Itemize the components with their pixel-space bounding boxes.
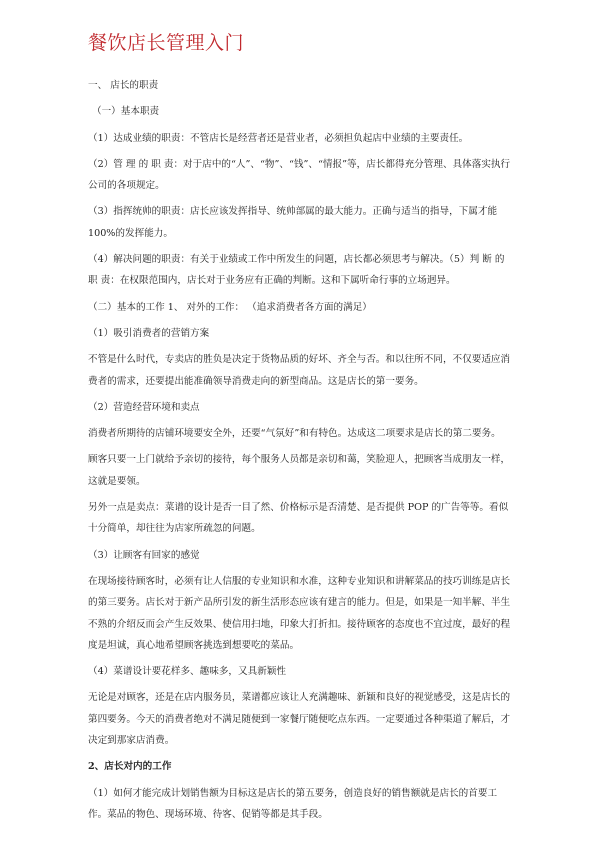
paragraph: 不管是什么时代，专卖店的胜负是决定于货物品质的好坏、齐全与否。和以往所不同，不仅要适应消费者的需求，还要提出能准确领导消费走向的新型商品。这是店长的第一要务。 bbox=[88, 354, 511, 387]
paragraph: （2）管 理 的 职 责：对于店中的“人”、“物”、“钱”、“情报”等，店长都得充分管理、具体落实执行公司的各项规定。 bbox=[88, 158, 511, 192]
document-title: 餐饮店长管理入门 bbox=[88, 32, 245, 54]
paragraph: 另外一点是卖点：菜谱的设计是否一目了然、价格标示是否清楚、是否提供 POP 的广告等等。看似十分简单，却往往为店家所疏忽的问题。 bbox=[88, 502, 509, 535]
document-body bbox=[88, 75, 512, 825]
item-heading: （3）让顾客有回家的感觉 bbox=[88, 549, 200, 561]
section-heading: 一、 店长的职责 bbox=[88, 80, 159, 91]
item-heading: （2）营造经营环境和卖点 bbox=[88, 401, 200, 413]
paragraph: 无论是对顾客，还是在店内服务员，菜谱都应该让人充满趣味、新颖和良好的视觉感受，这是店长的第四要务。今天的消费者绝对不满足随便到一家餐厅随便吃点东西。一定要通过各种渠道了解后，才决定到那家店消费。 bbox=[88, 692, 511, 747]
paragraph: （1）达成业绩的职责：不管店长是经营者还是营业者，必须担负起店中业绩的主要责任。 bbox=[88, 132, 469, 144]
paragraph: 顾客只要一上门就给予亲切的接待，每个服务人员都是亲切和蔼，笑脸迎人，把顾客当成朋友一样，这就是要领。 bbox=[88, 454, 511, 487]
item-heading: （1）吸引消费者的营销方案 bbox=[88, 327, 210, 339]
paragraph: 消费者所期待的店铺环境要安全外，还要“气氛好”和有特色。达成这二项要求是店长的第二要务。 bbox=[88, 428, 501, 440]
item-heading: （4）菜谱设计要花样多、趣味多，又具新颖性 bbox=[88, 666, 286, 678]
subsection-heading: （二）基本的工作 1、 对外的工作： （追求消费者各方面的满足） bbox=[88, 301, 372, 313]
paragraph: （3）指挥统帅的职责：店长应该发挥指导、统帅部属的最大能力。正确与适当的指导，下属才能 100%的发挥能力。 bbox=[88, 206, 501, 239]
paragraph: 在现场接待顾客时，必须有让人信服的专业知识和水准，这种专业知识和讲解菜品的技巧训练是店长的第三要务。店长对于新产品所引发的新生活形态应该有建言的能力。但是，如果是一知半解、半生不熟的介绍反而会产生反效果、使信用扫地，印象大打折扣。接待顾客的态度也不宜过度，最好的程度是坦诚，真心地希望顾客挑选到想要吃的菜品。 bbox=[88, 575, 511, 651]
subsection-heading: （一）基本职责 bbox=[92, 106, 160, 118]
section-heading: 2、店长对内的工作 bbox=[88, 761, 172, 773]
paragraph: （4）解决问题的职责：有关于业绩或工作中所发生的问题，店长都必须思考与解决。（5）判 断 的 职 责：在权限范围内，店长对于业务应有正确的判断。这和下属听命行事的立场迥异。 bbox=[88, 254, 508, 287]
paragraph: （1）如何才能完成计划销售额为目标这是店长的第五要务，创造良好的销售额就是店长的首要工作。菜品的物色、现场环境、待客、促销等都是其手段。 bbox=[88, 787, 498, 820]
